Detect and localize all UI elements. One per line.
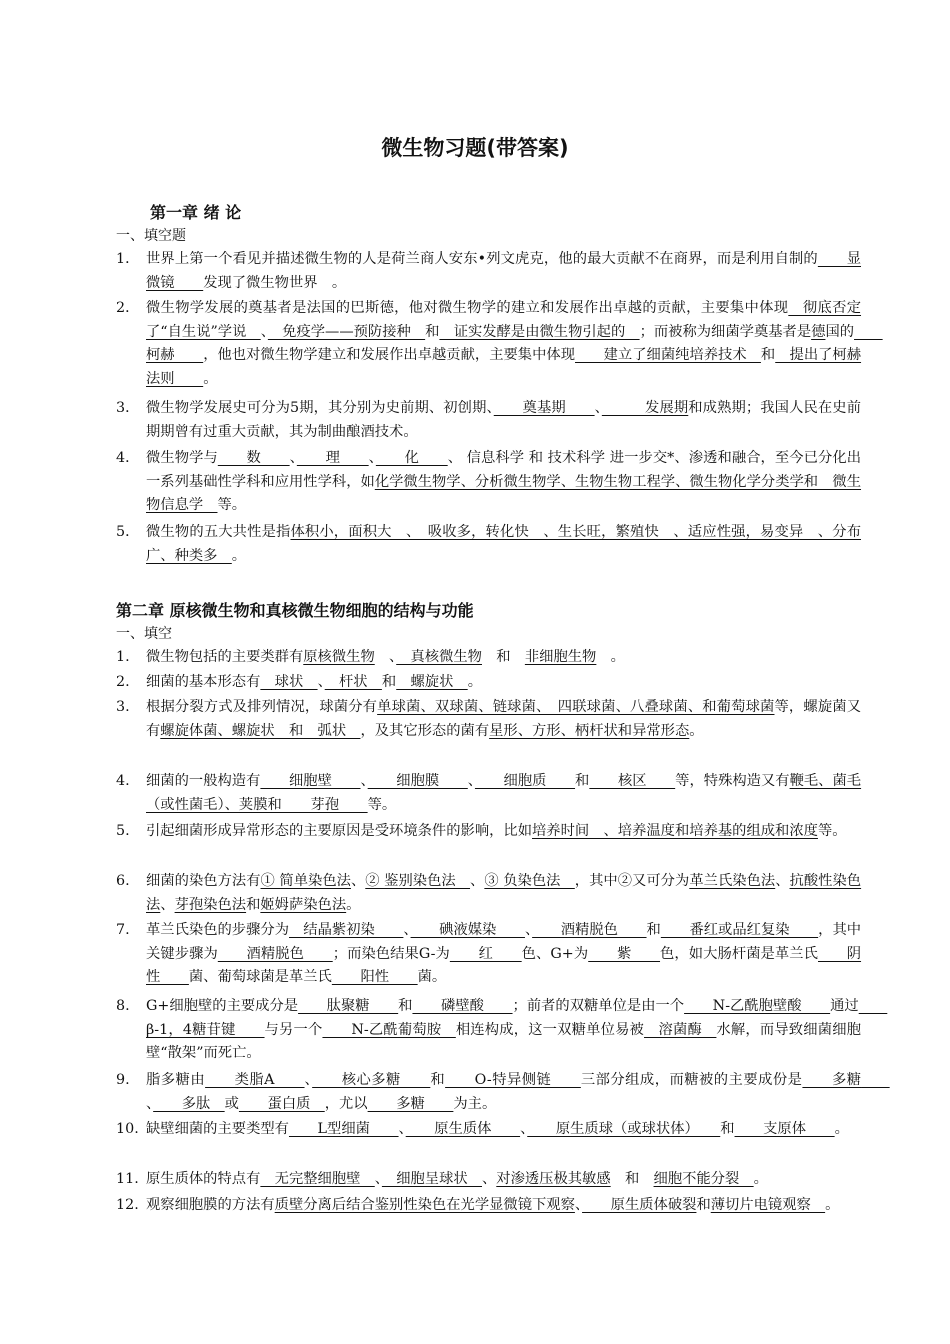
item-number: 8. — [116, 998, 130, 1014]
item-text: 革兰氏染色的步骤分为 结晶紫初染 、 碘液媒染 、 酒精脱色 和 番红或品红复染 ，其中关键步骤为 酒精脱色 ；而染色结果G-为 红 色、G+为 紫 色，如大肠杆菌是革兰氏 阴性 菌、葡萄球菌是革兰氏 阳性 菌。 — [146, 922, 862, 986]
item-number: 3. — [116, 699, 130, 715]
chapter1-item-2 — [116, 297, 883, 391]
chapter1-item-4 — [116, 447, 861, 518]
chapter2-section-label: 一、填空 — [116, 626, 172, 642]
item-text: 微生物学发展的奠基者是法国的巴斯德，他对微生物学的建立和发展作出卓越的贡献，主要集中体现 彻底否定了“自生说”学说 、 免疫学——预防接种 和 证实发酵是由微生物引起的 ；而被称为细菌学奠基者是德国的 柯赫 ，他也对微生物学建立和发展作出卓越贡献，主要集中体现 建立了细菌纯培养技术 和 提出了柯赫法则 。 — [146, 300, 883, 387]
item-number: 4. — [116, 773, 130, 789]
chapter1-heading: 第一章 绪 论 — [150, 203, 242, 222]
item-number: 2. — [116, 674, 130, 690]
chapter2-item-6 — [116, 870, 861, 917]
item-number: 1. — [116, 649, 130, 665]
chapter2-item-11 — [116, 1168, 861, 1192]
item-number: 1． — [116, 251, 140, 267]
chapter2-item-3 — [116, 696, 861, 743]
item-text: 微生物学与 数 、 理 、 化 、 信息科学 和 技术科学 进一步交*、渗透和融合，至今已分化出一系列基础性学科和应用性学科，如化学微生物学、分析微生物学、生物生物工程学、微生物化学分类学和 微生物信息学 等。 — [146, 450, 862, 514]
item-text: 观察细胞膜的方法有质壁分离后结合鉴别性染色在光学显微镜下观察、 原生质体破裂和薄切片电镜观察 。 — [146, 1197, 840, 1213]
item-text: 缺壁细菌的主要类型有 L型细菌 、 原生质体 、 原生质球（或球状体） 和 支原体 。 — [146, 1121, 849, 1137]
chapter1-section-label: 一、填空题 — [116, 228, 186, 244]
item-number: 12. — [116, 1197, 139, 1213]
chapter2-item-8 — [116, 995, 888, 1066]
chapter2-item-4 — [116, 770, 861, 817]
item-number: 6. — [116, 873, 130, 889]
item-number: 2． — [116, 300, 140, 316]
chapter2-item-10 — [116, 1118, 861, 1142]
chapter2-item-7 — [116, 919, 861, 990]
item-number: 4． — [116, 450, 140, 466]
item-number: 9. — [116, 1072, 130, 1088]
item-text: 原生质体的特点有 无完整细胞壁 、 细胞呈球状 、对渗透压极其敏感 和 细胞不能分裂 。 — [146, 1171, 768, 1187]
item-number: 7. — [116, 922, 130, 938]
item-number: 10. — [116, 1121, 139, 1137]
item-text: 微生物学发展史可分为5期，其分别为史前期、初创期、 奠基期 、 发展期和成熟期；我国人民在史前期期曾有过重大贡献，其为制曲酿酒技术。 — [146, 400, 862, 440]
chapter1-item-3 — [116, 397, 861, 444]
item-text: G+细胞壁的主要成分是 肽聚糖 和 磷壁酸 ；前者的双糖单位是由一个 N-乙酰胞壁酸 通过 β-1，4糖苷键 与另一个 N-乙酰葡萄胺 相连构成，这一双糖单位易被 溶菌酶 水解，而导致细菌细胞壁“散架”而死亡。 — [146, 998, 888, 1062]
chapter2-item-9 — [116, 1069, 890, 1116]
chapter2-item-5 — [116, 820, 861, 844]
chapter1-item-1 — [116, 248, 861, 295]
item-text: 细菌的染色方法有① 简单染色法、② 鉴别染色法 、③ 负染色法 ，其中②又可分为革兰氏染色法、抗酸性染色法、芽孢染色法和姬姆萨染色法。 — [146, 873, 862, 913]
document-title: 微生物习题(带答案) — [381, 136, 569, 160]
item-text: 脂多糖由 类脂A 、 核心多糖 和 O-特异侧链 三部分组成，而糖被的主要成份是 多糖 、 多肽 或 蛋白质 ，尤以 多糖 为主。 — [146, 1072, 890, 1112]
item-number: 5． — [116, 524, 140, 540]
chapter2-heading: 第二章 原核微生物和真核微生物细胞的结构与功能 — [116, 601, 474, 620]
item-text: 根据分裂方式及排列情况，球菌分有单球菌、双球菌、链球菌、 四联球菌、八叠球菌、和葡萄球菌等，螺旋菌又有螺旋体菌、螺旋状 和 弧状 ，及其它形态的菌有星形、方形、柄杆状和异常形态。 — [146, 699, 862, 739]
chapter2-item-1 — [116, 646, 861, 670]
item-text: 世界上第一个看见并描述微生物的人是荷兰商人安东•列文虎克，他的最大贡献不在商界，而是利用自制的 显微镜 发现了微生物世界 。 — [146, 251, 861, 291]
chapter2-item-2 — [116, 671, 861, 695]
item-text: 引起细菌形成异常形态的主要原因是受环境条件的影响，比如培养时间 、培养温度和培养基的组成和浓度等。 — [146, 823, 847, 839]
item-text: 细菌的基本形态有 球状 、 杆状 和 螺旋状 。 — [146, 674, 482, 690]
chapter2-item-12 — [116, 1194, 861, 1218]
item-number: 5. — [116, 823, 130, 839]
item-number: 3． — [116, 400, 140, 416]
chapter1-item-5 — [116, 521, 861, 568]
item-number: 11. — [116, 1171, 139, 1187]
item-text: 微生物的五大共性是指体积小，面积大 、 吸收多，转化快 、生长旺，繁殖快 、适应性强，易变异 、分布广、种类多 。 — [146, 524, 861, 564]
item-text: 细菌的一般构造有 细胞壁 、 细胞膜 、 细胞质 和 核区 等，特殊构造又有鞭毛、菌毛（或性菌毛）、荚膜和 芽孢 等。 — [146, 773, 862, 813]
item-text: 微生物包括的主要类群有原核微生物 、 真核微生物 和 非细胞生物 。 — [146, 649, 625, 665]
